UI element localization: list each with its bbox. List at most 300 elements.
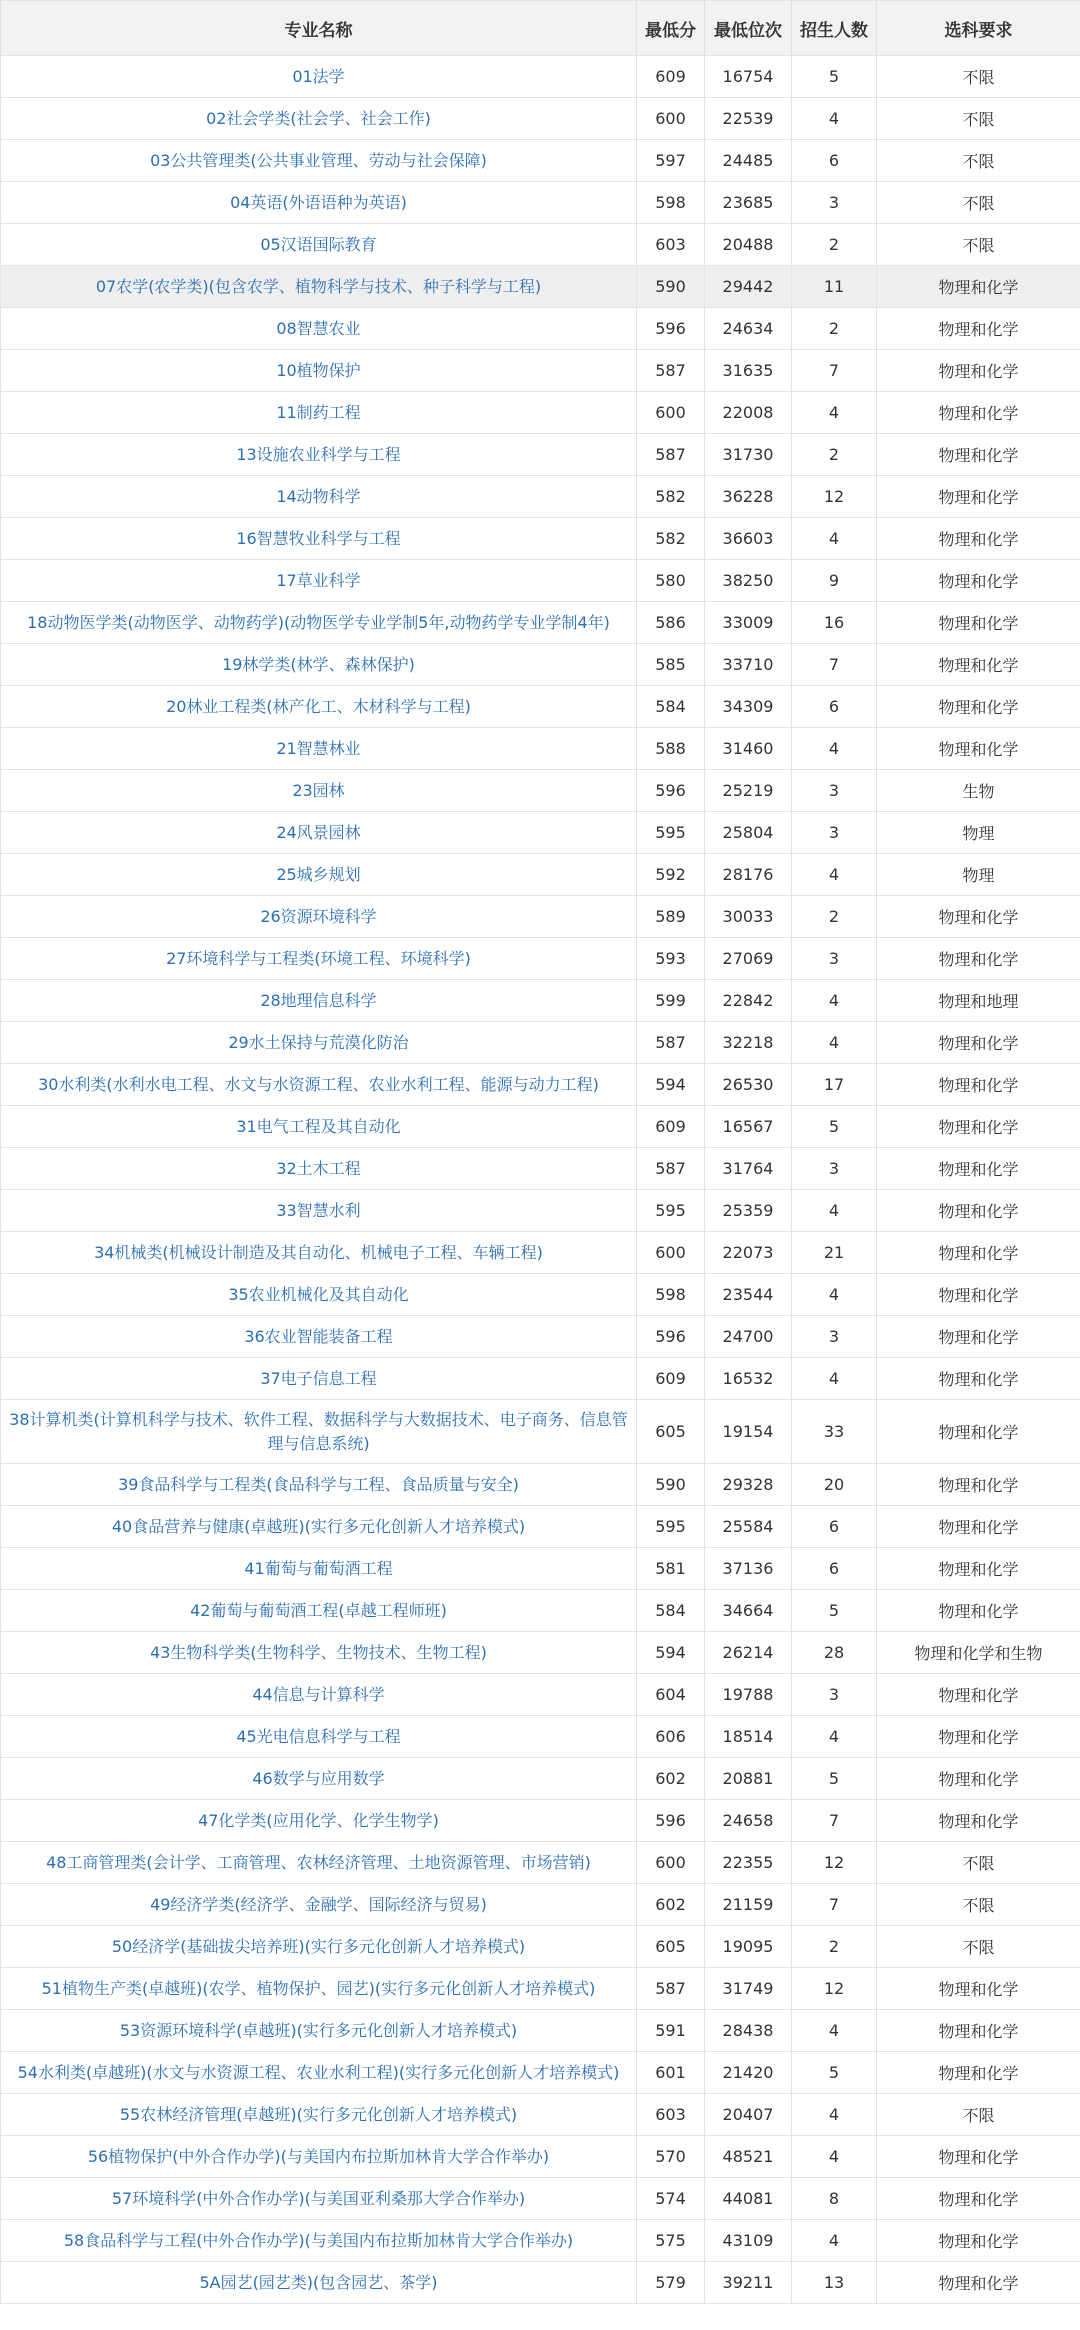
major-name-cell[interactable] bbox=[1, 1316, 637, 1358]
major-link[interactable]: 42葡萄与葡萄酒工程(卓越工程师班) bbox=[190, 1600, 447, 1620]
min-score-cell: 575 bbox=[637, 2220, 705, 2262]
min-score-cell: 596 bbox=[637, 1800, 705, 1842]
major-name-cell[interactable] bbox=[1, 1800, 637, 1842]
enrollment-cell: 3 bbox=[792, 182, 877, 224]
min-rank-cell: 25219 bbox=[705, 770, 792, 812]
min-rank-cell: 30033 bbox=[705, 896, 792, 938]
major-link[interactable]: 28地理信息科学 bbox=[260, 990, 377, 1010]
major-link[interactable]: 57环境科学(中外合作办学)(与美国亚利桑那大学合作举办) bbox=[111, 2188, 526, 2208]
major-link[interactable]: 03公共管理类(公共事业管理、劳动与社会保障) bbox=[150, 150, 487, 170]
subject-requirement-cell: 不限 bbox=[877, 1926, 1080, 1968]
min-rank-cell: 22355 bbox=[705, 1842, 792, 1884]
min-score-cell: 596 bbox=[637, 770, 705, 812]
table-row bbox=[1, 140, 1080, 182]
major-link[interactable]: 51植物生产类(卓越班)(农学、植物保护、园艺)(实行多元化创新人才培养模式) bbox=[41, 1978, 596, 1998]
enrollment-cell: 6 bbox=[792, 140, 877, 182]
table-row bbox=[1, 2178, 1080, 2220]
min-score-cell: 602 bbox=[637, 1884, 705, 1926]
min-score-cell: 600 bbox=[637, 392, 705, 434]
enrollment-cell: 28 bbox=[792, 1632, 877, 1674]
subject-requirement-cell: 不限 bbox=[877, 98, 1080, 140]
major-name-cell[interactable] bbox=[1, 98, 637, 140]
subject-requirement-cell: 物理和化学 bbox=[877, 392, 1080, 434]
min-score-cell: 597 bbox=[637, 140, 705, 182]
min-rank-cell: 16532 bbox=[705, 1358, 792, 1400]
enrollment-cell: 4 bbox=[792, 518, 877, 560]
subject-requirement-cell: 不限 bbox=[877, 1842, 1080, 1884]
min-rank-cell: 28438 bbox=[705, 2010, 792, 2052]
min-score-cell: 587 bbox=[637, 1968, 705, 2010]
subject-requirement-cell: 物理和化学 bbox=[877, 1358, 1080, 1400]
subject-requirement-cell: 物理和化学 bbox=[877, 938, 1080, 980]
min-score-cell: 593 bbox=[637, 938, 705, 980]
major-link[interactable]: 40食品营养与健康(卓越班)(实行多元化创新人才培养模式) bbox=[111, 1516, 526, 1536]
major-link[interactable]: 13设施农业科学与工程 bbox=[236, 444, 401, 464]
major-link[interactable]: 18动物医学类(动物医学、动物药学)(动物医学专业学制5年,动物药学专业学制4年) bbox=[27, 612, 610, 632]
table-row bbox=[1, 1548, 1080, 1590]
table-row bbox=[1, 1674, 1080, 1716]
major-name-cell[interactable] bbox=[1, 140, 637, 182]
major-name-cell[interactable] bbox=[1, 644, 637, 686]
enrollment-cell: 7 bbox=[792, 644, 877, 686]
subject-requirement-cell: 物理和化学 bbox=[877, 1106, 1080, 1148]
major-name-cell[interactable] bbox=[1, 1506, 637, 1548]
enrollment-cell: 2 bbox=[792, 896, 877, 938]
table-row bbox=[1, 1400, 1080, 1464]
table-row bbox=[1, 2136, 1080, 2178]
major-name-cell[interactable] bbox=[1, 602, 637, 644]
min-rank-cell: 20488 bbox=[705, 224, 792, 266]
table-row bbox=[1, 350, 1080, 392]
subject-requirement-cell: 物理和化学 bbox=[877, 1464, 1080, 1506]
major-name-cell[interactable] bbox=[1, 1632, 637, 1674]
major-name-cell[interactable] bbox=[1, 854, 637, 896]
major-link[interactable]: 02社会学类(社会学、社会工作) bbox=[206, 108, 431, 128]
min-rank-cell: 44081 bbox=[705, 2178, 792, 2220]
major-link[interactable]: 49经济学类(经济学、金融学、国际经济与贸易) bbox=[150, 1894, 487, 1914]
min-score-cell: 602 bbox=[637, 1758, 705, 1800]
min-rank-cell: 37136 bbox=[705, 1548, 792, 1590]
subject-requirement-cell: 物理和化学 bbox=[877, 434, 1080, 476]
major-name-cell[interactable] bbox=[1, 1106, 637, 1148]
enrollment-cell: 7 bbox=[792, 1800, 877, 1842]
table-row bbox=[1, 980, 1080, 1022]
major-name-cell[interactable] bbox=[1, 182, 637, 224]
major-name-cell[interactable] bbox=[1, 434, 637, 476]
major-link[interactable]: 26资源环境科学 bbox=[260, 906, 377, 926]
enrollment-cell: 4 bbox=[792, 728, 877, 770]
min-score-cell: 587 bbox=[637, 434, 705, 476]
table-row bbox=[1, 2052, 1080, 2094]
min-rank-cell: 25584 bbox=[705, 1506, 792, 1548]
major-name-cell[interactable] bbox=[1, 560, 637, 602]
min-score-cell: 603 bbox=[637, 224, 705, 266]
table-row bbox=[1, 1800, 1080, 1842]
subject-requirement-cell: 物理和化学 bbox=[877, 728, 1080, 770]
min-score-cell: 589 bbox=[637, 896, 705, 938]
table-row bbox=[1, 266, 1080, 308]
major-link[interactable]: 19林学类(林学、森林保护) bbox=[222, 654, 415, 674]
enrollment-cell: 4 bbox=[792, 2094, 877, 2136]
table-row bbox=[1, 728, 1080, 770]
table-row bbox=[1, 2262, 1080, 2304]
min-score-cell: 596 bbox=[637, 308, 705, 350]
enrollment-cell: 3 bbox=[792, 770, 877, 812]
major-name-cell[interactable] bbox=[1, 1400, 637, 1464]
table-row bbox=[1, 896, 1080, 938]
table-row bbox=[1, 1274, 1080, 1316]
min-rank-cell: 24700 bbox=[705, 1316, 792, 1358]
major-name-cell[interactable] bbox=[1, 2262, 637, 2304]
min-score-cell: 598 bbox=[637, 182, 705, 224]
subject-requirement-cell: 不限 bbox=[877, 1884, 1080, 1926]
major-name-cell[interactable] bbox=[1, 1968, 637, 2010]
min-rank-cell: 20407 bbox=[705, 2094, 792, 2136]
enrollment-cell: 2 bbox=[792, 434, 877, 476]
table-row bbox=[1, 1148, 1080, 1190]
major-name-cell[interactable] bbox=[1, 980, 637, 1022]
subject-requirement-cell: 物理和地理 bbox=[877, 980, 1080, 1022]
table-row bbox=[1, 1022, 1080, 1064]
enrollment-cell: 5 bbox=[792, 1590, 877, 1632]
major-link[interactable]: 30水利类(水利水电工程、水文与水资源工程、农业水利工程、能源与动力工程) bbox=[38, 1074, 599, 1094]
major-link[interactable]: 47化学类(应用化学、化学生物学) bbox=[198, 1810, 439, 1830]
table-row bbox=[1, 1358, 1080, 1400]
major-name-cell[interactable] bbox=[1, 2136, 637, 2178]
enrollment-cell: 3 bbox=[792, 1316, 877, 1358]
major-name-cell[interactable] bbox=[1, 2094, 637, 2136]
subject-requirement-cell: 物理和化学 bbox=[877, 476, 1080, 518]
subject-requirement-cell: 物理 bbox=[877, 812, 1080, 854]
major-link[interactable]: 43生物科学类(生物科学、生物技术、生物工程) bbox=[150, 1642, 487, 1662]
subject-requirement-cell: 物理和化学 bbox=[877, 266, 1080, 308]
min-rank-cell: 24634 bbox=[705, 308, 792, 350]
enrollment-cell: 4 bbox=[792, 980, 877, 1022]
table-row bbox=[1, 770, 1080, 812]
major-name-cell[interactable] bbox=[1, 1232, 637, 1274]
major-link[interactable]: 17草业科学 bbox=[276, 570, 361, 590]
table-row bbox=[1, 224, 1080, 266]
min-score-cell: 582 bbox=[637, 518, 705, 560]
enrollment-cell: 6 bbox=[792, 1506, 877, 1548]
major-link[interactable]: 20林业工程类(林产化工、木材科学与工程) bbox=[166, 696, 471, 716]
min-rank-cell: 27069 bbox=[705, 938, 792, 980]
major-link[interactable]: 16智慧牧业科学与工程 bbox=[236, 528, 401, 548]
min-rank-cell: 20881 bbox=[705, 1758, 792, 1800]
subject-requirement-cell: 物理和化学 bbox=[877, 1274, 1080, 1316]
subject-requirement-cell: 不限 bbox=[877, 224, 1080, 266]
major-link[interactable]: 41葡萄与葡萄酒工程 bbox=[244, 1558, 393, 1578]
subject-requirement-cell: 物理和化学 bbox=[877, 1674, 1080, 1716]
major-link[interactable]: 53资源环境科学(卓越班)(实行多元化创新人才培养模式) bbox=[119, 2020, 518, 2040]
enrollment-cell: 4 bbox=[792, 1022, 877, 1064]
major-name-cell[interactable] bbox=[1, 266, 637, 308]
table-row bbox=[1, 854, 1080, 896]
min-rank-cell: 22842 bbox=[705, 980, 792, 1022]
min-rank-cell: 43109 bbox=[705, 2220, 792, 2262]
major-link[interactable]: 45光电信息科学与工程 bbox=[236, 1726, 401, 1746]
table-row bbox=[1, 812, 1080, 854]
major-name-cell[interactable] bbox=[1, 1022, 637, 1064]
subject-requirement-cell: 物理和化学和生物 bbox=[877, 1632, 1080, 1674]
major-name-cell[interactable] bbox=[1, 1358, 637, 1400]
min-rank-cell: 21159 bbox=[705, 1884, 792, 1926]
min-score-cell: 595 bbox=[637, 1190, 705, 1232]
min-score-cell: 582 bbox=[637, 476, 705, 518]
major-link[interactable]: 25城乡规划 bbox=[276, 864, 361, 884]
enrollment-cell: 8 bbox=[792, 2178, 877, 2220]
enrollment-cell: 4 bbox=[792, 98, 877, 140]
major-link[interactable]: 34机械类(机械设计制造及其自动化、机械电子工程、车辆工程) bbox=[94, 1242, 543, 1262]
enrollment-cell: 6 bbox=[792, 1548, 877, 1590]
min-rank-cell: 19154 bbox=[705, 1400, 792, 1464]
major-name-cell[interactable] bbox=[1, 1148, 637, 1190]
major-name-cell[interactable] bbox=[1, 1716, 637, 1758]
major-name-cell[interactable] bbox=[1, 1926, 637, 1968]
table-row bbox=[1, 2094, 1080, 2136]
enrollment-cell: 7 bbox=[792, 1884, 877, 1926]
min-score-cell: 606 bbox=[637, 1716, 705, 1758]
min-score-cell: 596 bbox=[637, 1316, 705, 1358]
enrollment-cell: 6 bbox=[792, 686, 877, 728]
subject-requirement-cell: 物理和化学 bbox=[877, 1590, 1080, 1632]
min-score-cell: 595 bbox=[637, 1506, 705, 1548]
min-score-cell: 590 bbox=[637, 1464, 705, 1506]
major-name-cell[interactable] bbox=[1, 1464, 637, 1506]
major-name-cell[interactable] bbox=[1, 392, 637, 434]
table-row bbox=[1, 686, 1080, 728]
min-score-cell: 594 bbox=[637, 1632, 705, 1674]
min-rank-cell: 23544 bbox=[705, 1274, 792, 1316]
major-link[interactable]: 31电气工程及其自动化 bbox=[236, 1116, 401, 1136]
subject-requirement-cell: 物理和化学 bbox=[877, 1548, 1080, 1590]
enrollment-cell: 3 bbox=[792, 1674, 877, 1716]
enrollment-cell: 4 bbox=[792, 854, 877, 896]
min-rank-cell: 24658 bbox=[705, 1800, 792, 1842]
table-row bbox=[1, 1106, 1080, 1148]
major-link[interactable]: 33智慧水利 bbox=[276, 1200, 361, 1220]
major-name-cell[interactable] bbox=[1, 1190, 637, 1232]
subject-requirement-cell: 物理和化学 bbox=[877, 1232, 1080, 1274]
major-name-cell[interactable] bbox=[1, 2220, 637, 2262]
major-link[interactable]: 37电子信息工程 bbox=[260, 1368, 377, 1388]
enrollment-cell: 13 bbox=[792, 2262, 877, 2304]
major-name-cell[interactable] bbox=[1, 1590, 637, 1632]
table-row bbox=[1, 392, 1080, 434]
major-link[interactable]: 5A园艺(园艺类)(包含园艺、茶学) bbox=[199, 2272, 438, 2292]
major-name-cell[interactable] bbox=[1, 686, 637, 728]
header-min-score: 最低分 bbox=[637, 1, 705, 56]
min-score-cell: 604 bbox=[637, 1674, 705, 1716]
major-link[interactable]: 24风景园林 bbox=[276, 822, 361, 842]
major-name-cell[interactable] bbox=[1, 1274, 637, 1316]
major-link[interactable]: 50经济学(基础拔尖培养班)(实行多元化创新人才培养模式) bbox=[111, 1936, 526, 1956]
header-min-rank: 最低位次 bbox=[705, 1, 792, 56]
subject-requirement-cell: 物理和化学 bbox=[877, 644, 1080, 686]
enrollment-cell: 21 bbox=[792, 1232, 877, 1274]
header-major-name: 专业名称 bbox=[1, 1, 637, 56]
table-row bbox=[1, 1968, 1080, 2010]
major-link[interactable]: 48工商管理类(会计学、工商管理、农林经济管理、土地资源管理、市场营销) bbox=[46, 1852, 591, 1872]
major-link[interactable]: 58食品科学与工程(中外合作办学)(与美国内布拉斯加林肯大学合作举办) bbox=[63, 2230, 574, 2250]
enrollment-cell: 4 bbox=[792, 2220, 877, 2262]
min-rank-cell: 29442 bbox=[705, 266, 792, 308]
table-row bbox=[1, 98, 1080, 140]
subject-requirement-cell: 物理和化学 bbox=[877, 308, 1080, 350]
min-score-cell: 600 bbox=[637, 98, 705, 140]
major-link[interactable]: 38计算机类(计算机科学与技术、软件工程、数据科学与大数据技术、电子商务、信息管理与信息系统) bbox=[9, 1409, 628, 1453]
min-rank-cell: 31635 bbox=[705, 350, 792, 392]
table-row bbox=[1, 1926, 1080, 1968]
major-name-cell[interactable] bbox=[1, 938, 637, 980]
major-link[interactable]: 27环境科学与工程类(环境工程、环境科学) bbox=[166, 948, 471, 968]
major-name-cell[interactable] bbox=[1, 896, 637, 938]
subject-requirement-cell: 物理和化学 bbox=[877, 1316, 1080, 1358]
min-rank-cell: 33710 bbox=[705, 644, 792, 686]
enrollment-cell: 4 bbox=[792, 2010, 877, 2052]
major-link[interactable]: 29水土保持与荒漠化防治 bbox=[228, 1032, 409, 1052]
min-score-cell: 600 bbox=[637, 1232, 705, 1274]
min-score-cell: 581 bbox=[637, 1548, 705, 1590]
table-row bbox=[1, 2220, 1080, 2262]
major-link[interactable]: 54水利类(卓越班)(水文与水资源工程、农业水利工程)(实行多元化创新人才培养模式) bbox=[17, 2062, 620, 2082]
major-name-cell[interactable] bbox=[1, 1842, 637, 1884]
major-name-cell[interactable] bbox=[1, 350, 637, 392]
major-link[interactable]: 14动物科学 bbox=[276, 486, 361, 506]
major-link[interactable]: 08智慧农业 bbox=[276, 318, 361, 338]
major-link[interactable]: 05汉语国际教育 bbox=[260, 234, 377, 254]
min-rank-cell: 16567 bbox=[705, 1106, 792, 1148]
enrollment-cell: 3 bbox=[792, 938, 877, 980]
min-score-cell: 588 bbox=[637, 728, 705, 770]
major-name-cell[interactable] bbox=[1, 224, 637, 266]
subject-requirement-cell: 物理和化学 bbox=[877, 1506, 1080, 1548]
subject-requirement-cell: 物理和化学 bbox=[877, 1400, 1080, 1464]
major-link[interactable]: 23园林 bbox=[292, 780, 345, 800]
major-link[interactable]: 44信息与计算科学 bbox=[252, 1684, 385, 1704]
enrollment-cell: 3 bbox=[792, 1148, 877, 1190]
min-score-cell: 598 bbox=[637, 1274, 705, 1316]
major-link[interactable]: 11制药工程 bbox=[276, 402, 361, 422]
enrollment-cell: 4 bbox=[792, 1716, 877, 1758]
enrollment-cell: 2 bbox=[792, 224, 877, 266]
major-link[interactable]: 01法学 bbox=[292, 66, 345, 86]
min-rank-cell: 22073 bbox=[705, 1232, 792, 1274]
table-row bbox=[1, 1232, 1080, 1274]
min-rank-cell: 34664 bbox=[705, 1590, 792, 1632]
major-name-cell[interactable] bbox=[1, 476, 637, 518]
major-link[interactable]: 10植物保护 bbox=[276, 360, 361, 380]
table-row bbox=[1, 182, 1080, 224]
subject-requirement-cell: 物理和化学 bbox=[877, 1968, 1080, 2010]
major-name-cell[interactable] bbox=[1, 1674, 637, 1716]
major-name-cell[interactable] bbox=[1, 1548, 637, 1590]
major-link[interactable]: 56植物保护(中外合作办学)(与美国内布拉斯加林肯大学合作举办) bbox=[87, 2146, 550, 2166]
major-name-cell[interactable] bbox=[1, 2010, 637, 2052]
major-link[interactable]: 55农林经济管理(卓越班)(实行多元化创新人才培养模式) bbox=[119, 2104, 518, 2124]
major-link[interactable]: 35农业机械化及其自动化 bbox=[228, 1284, 409, 1304]
min-rank-cell: 29328 bbox=[705, 1464, 792, 1506]
subject-requirement-cell: 物理和化学 bbox=[877, 1022, 1080, 1064]
min-rank-cell: 22008 bbox=[705, 392, 792, 434]
major-name-cell[interactable] bbox=[1, 812, 637, 854]
subject-requirement-cell: 物理和化学 bbox=[877, 2136, 1080, 2178]
major-name-cell[interactable] bbox=[1, 2178, 637, 2220]
table-row bbox=[1, 1884, 1080, 1926]
enrollment-cell: 12 bbox=[792, 476, 877, 518]
table-row bbox=[1, 1464, 1080, 1506]
enrollment-cell: 5 bbox=[792, 1758, 877, 1800]
major-name-cell[interactable] bbox=[1, 728, 637, 770]
min-score-cell: 579 bbox=[637, 2262, 705, 2304]
min-rank-cell: 36603 bbox=[705, 518, 792, 560]
table-row bbox=[1, 434, 1080, 476]
enrollment-cell: 5 bbox=[792, 2052, 877, 2094]
min-score-cell: 600 bbox=[637, 1842, 705, 1884]
header-enrollment: 招生人数 bbox=[792, 1, 877, 56]
subject-requirement-cell: 物理和化学 bbox=[877, 2262, 1080, 2304]
table-row bbox=[1, 1590, 1080, 1632]
min-rank-cell: 25359 bbox=[705, 1190, 792, 1232]
subject-requirement-cell: 物理和化学 bbox=[877, 2052, 1080, 2094]
enrollment-cell: 16 bbox=[792, 602, 877, 644]
major-name-cell[interactable] bbox=[1, 308, 637, 350]
min-score-cell: 584 bbox=[637, 686, 705, 728]
major-link[interactable]: 39食品科学与工程类(食品科学与工程、食品质量与安全) bbox=[118, 1474, 519, 1494]
min-score-cell: 605 bbox=[637, 1926, 705, 1968]
major-name-cell[interactable] bbox=[1, 2052, 637, 2094]
table-row bbox=[1, 518, 1080, 560]
subject-requirement-cell: 物理和化学 bbox=[877, 1190, 1080, 1232]
table-row bbox=[1, 644, 1080, 686]
subject-requirement-cell: 物理和化学 bbox=[877, 1800, 1080, 1842]
major-link[interactable]: 04英语(外语语种为英语) bbox=[230, 192, 407, 212]
min-score-cell: 592 bbox=[637, 854, 705, 896]
table-row bbox=[1, 560, 1080, 602]
subject-requirement-cell: 物理和化学 bbox=[877, 1716, 1080, 1758]
major-link[interactable]: 32土木工程 bbox=[276, 1158, 361, 1178]
major-link[interactable]: 07农学(农学类)(包含农学、植物科学与技术、种子科学与工程) bbox=[95, 276, 542, 296]
major-link[interactable]: 36农业智能装备工程 bbox=[244, 1326, 393, 1346]
enrollment-cell: 9 bbox=[792, 560, 877, 602]
table-header-row bbox=[1, 1, 1080, 56]
min-score-cell: 591 bbox=[637, 2010, 705, 2052]
subject-requirement-cell: 物理和化学 bbox=[877, 2220, 1080, 2262]
min-score-cell: 590 bbox=[637, 266, 705, 308]
major-name-cell[interactable] bbox=[1, 1064, 637, 1106]
enrollment-cell: 4 bbox=[792, 1190, 877, 1232]
min-rank-cell: 31460 bbox=[705, 728, 792, 770]
enrollment-cell: 17 bbox=[792, 1064, 877, 1106]
major-name-cell[interactable] bbox=[1, 1884, 637, 1926]
table-row bbox=[1, 308, 1080, 350]
min-score-cell: 594 bbox=[637, 1064, 705, 1106]
major-name-cell[interactable] bbox=[1, 770, 637, 812]
min-rank-cell: 31749 bbox=[705, 1968, 792, 2010]
major-name-cell[interactable] bbox=[1, 56, 637, 98]
subject-requirement-cell: 物理和化学 bbox=[877, 602, 1080, 644]
enrollment-cell: 3 bbox=[792, 812, 877, 854]
subject-requirement-cell: 物理和化学 bbox=[877, 686, 1080, 728]
enrollment-cell: 4 bbox=[792, 2136, 877, 2178]
major-name-cell[interactable] bbox=[1, 518, 637, 560]
min-rank-cell: 31764 bbox=[705, 1148, 792, 1190]
min-rank-cell: 38250 bbox=[705, 560, 792, 602]
major-link[interactable]: 46数学与应用数学 bbox=[252, 1768, 385, 1788]
major-link[interactable]: 21智慧林业 bbox=[276, 738, 361, 758]
major-name-cell[interactable] bbox=[1, 1758, 637, 1800]
subject-requirement-cell: 物理和化学 bbox=[877, 350, 1080, 392]
